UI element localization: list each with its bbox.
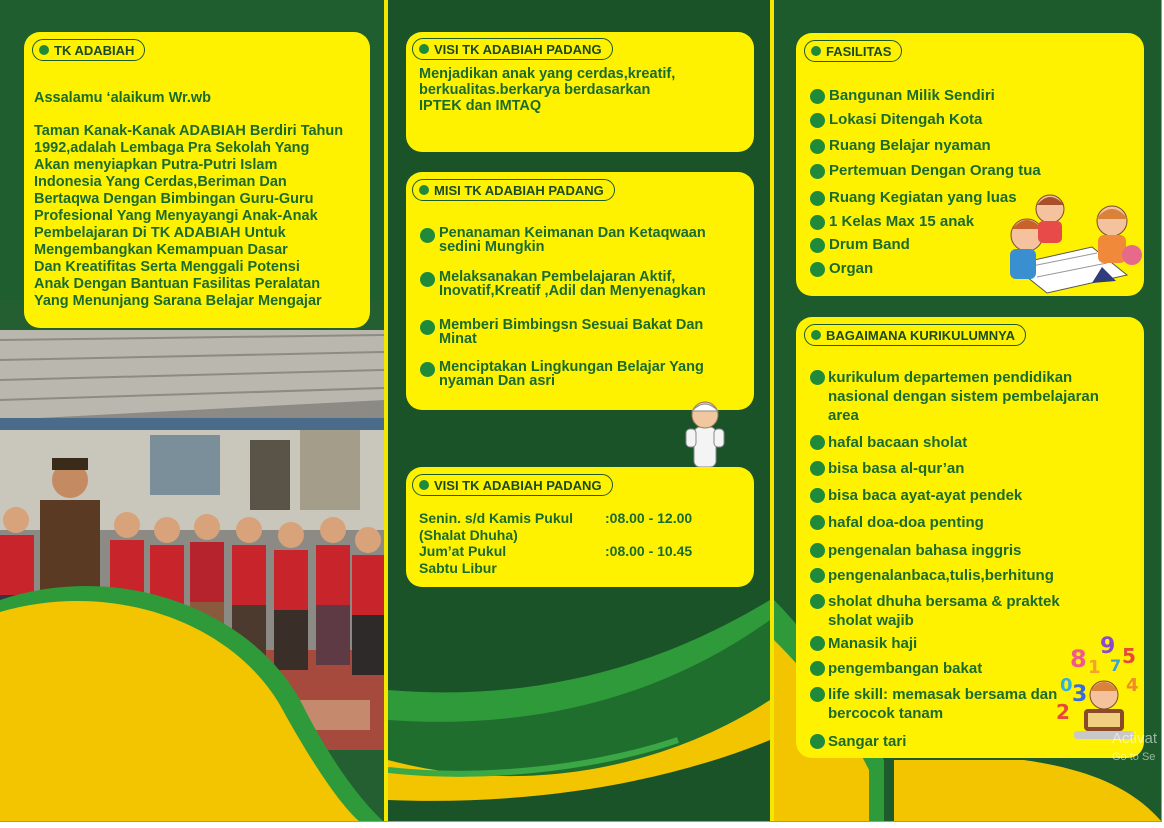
- misi-item-text: Melaksanakan Pembelajaran Aktif, Inovatif,Kreatif ,Adil dan Menyenagkan: [439, 269, 706, 299]
- about-title-badge: [32, 39, 145, 61]
- bullet-dot-icon: [810, 594, 825, 609]
- bullet-dot-icon: [420, 272, 435, 287]
- about-greeting: Assalamu ‘alaikum Wr.wb: [34, 90, 212, 106]
- about-line: Bertaqwa Dengan Bimbingan Guru-Guru: [34, 191, 314, 207]
- fasilitas-item-text: Pertemuan Dengan Orang tua: [829, 162, 1041, 179]
- panel-left: [0, 0, 384, 822]
- misi-item: [420, 270, 750, 298]
- fasilitas-item-text: 1 Kelas Max 15 anak: [829, 213, 975, 230]
- about-line: Indonesia Yang Cerdas,Beriman Dan: [34, 174, 287, 190]
- children-reading-illustration: [992, 185, 1142, 295]
- number-glyph: 4: [1126, 675, 1139, 696]
- kurikulum-item: [810, 513, 1142, 532]
- schedule-label: Senin. s/d Kamis Pukul: [419, 510, 574, 526]
- number-glyph: 0: [1060, 675, 1073, 696]
- fasilitas-item: [810, 162, 1041, 179]
- schedule-title: VISI TK ADABIAH PADANG: [434, 477, 602, 493]
- watermark-line: Go to Se: [1112, 751, 1156, 763]
- fasilitas-item-text: Ruang Kegiatan yang luas: [829, 189, 1017, 206]
- bullet-dot-icon: [419, 480, 429, 490]
- about-line: Dan Kreatifitas Serta Menggali Potensi: [34, 259, 300, 275]
- kurikulum-item-text: pengembangan bakat: [828, 660, 983, 677]
- fasilitas-title: FASILITAS: [826, 43, 892, 59]
- schedule-label: Sabtu Libur: [419, 560, 497, 576]
- fasilitas-item: [810, 111, 982, 128]
- bullet-dot-icon: [810, 89, 825, 104]
- panel-middle: [388, 0, 770, 822]
- about-line: 1992,adalah Lembaga Pra Sekolah Yang: [34, 140, 310, 156]
- bullet-dot-icon: [419, 44, 429, 54]
- fasilitas-item-text: Ruang Belajar nyaman: [829, 137, 991, 154]
- bullet-dot-icon: [810, 568, 825, 583]
- bullet-dot-icon: [810, 370, 825, 385]
- about-line: Akan menyiapkan Putra-Putri Islam: [34, 157, 278, 173]
- bullet-dot-icon: [810, 262, 825, 277]
- bullet-dot-icon: [810, 164, 825, 179]
- bullet-dot-icon: [810, 435, 825, 450]
- fasilitas-item-text: Drum Band: [829, 236, 910, 253]
- schedule-label: Jum’at Pukul: [419, 543, 507, 559]
- bullet-dot-icon: [810, 139, 825, 154]
- bullet-dot-icon: [810, 461, 825, 476]
- number-glyph: 3: [1072, 682, 1088, 707]
- fold-line: [384, 0, 388, 822]
- number-glyph: 8: [1070, 645, 1087, 673]
- about-card: [24, 32, 370, 328]
- bullet-dot-icon: [420, 320, 435, 335]
- schedule-value: :08.00 - 10.45: [605, 543, 693, 559]
- misi-item-text: Penanaman Keimanan Dan Ketaqwaan sedini Mungkin: [439, 225, 706, 255]
- schedule-row: [419, 510, 692, 526]
- about-line: Mengembangkan Kemampuan Dasar: [34, 242, 288, 258]
- bullet-dot-icon: [810, 215, 825, 230]
- misi-title-badge: [412, 179, 615, 201]
- kurikulum-item-text: Manasik haji: [828, 635, 918, 652]
- kurikulum-item: [810, 459, 1142, 478]
- child-numbers-illustration: [1054, 633, 1144, 743]
- fasilitas-item: [810, 260, 873, 277]
- fasilitas-card: [796, 33, 1144, 296]
- about-line: Yang Menunjang Sarana Belajar Mengajar: [34, 293, 322, 309]
- schedule-card: [406, 467, 754, 587]
- about-line: Profesional Yang Menyayangi Anak-Anak: [34, 208, 318, 224]
- visi-text: [419, 66, 675, 114]
- visi-line: berkualitas.berkarya berdasarkan: [419, 82, 651, 98]
- kurikulum-item-text: hafal bacaan sholat: [828, 434, 968, 451]
- kurikulum-item: [810, 566, 1142, 585]
- fasilitas-item: [810, 189, 1017, 206]
- misi-card: [406, 172, 754, 410]
- bullet-dot-icon: [811, 330, 821, 340]
- kurikulum-item: [810, 486, 1142, 505]
- kurikulum-item-text: pengenalan bahasa inggris: [828, 542, 1022, 559]
- number-glyph: 5: [1122, 644, 1136, 668]
- schedule-label: (Shalat Dhuha): [419, 527, 518, 543]
- fasilitas-title-badge: [804, 40, 902, 62]
- schedule-value: :08.00 - 12.00: [605, 510, 693, 526]
- about-body: [34, 123, 366, 310]
- about-title: TK ADABIAH: [54, 42, 135, 58]
- kurikulum-item: [810, 541, 1142, 560]
- fasilitas-item-text: Bangunan Milik Sendiri: [829, 87, 995, 104]
- schedule-row: [419, 543, 692, 559]
- bullet-dot-icon: [810, 488, 825, 503]
- bullet-dot-icon: [810, 734, 825, 749]
- fasilitas-item: [810, 137, 991, 154]
- kurikulum-item-text: pengenalanbaca,tulis,berhitung: [828, 567, 1054, 584]
- number-glyph: 7: [1110, 656, 1122, 675]
- visi-line: Menjadikan anak yang cerdas,kreatif,: [419, 66, 676, 82]
- bullet-dot-icon: [811, 46, 821, 56]
- kurikulum-item-text: life skill: memasak bersama dan bercocok tanam: [828, 686, 1058, 722]
- kurikulum-item-text: bisa baca ayat-ayat pendek: [828, 487, 1023, 504]
- kurikulum-item: [810, 433, 1142, 452]
- misi-item: [420, 360, 750, 388]
- visi-title: VISI TK ADABIAH PADANG: [434, 41, 602, 57]
- bullet-dot-icon: [810, 661, 825, 676]
- kurikulum-title: BAGAIMANA KURIKULUMNYA: [826, 327, 1015, 343]
- bullet-dot-icon: [810, 113, 825, 128]
- misi-item-text: Menciptakan Lingkungan Belajar Yang nyaman Dan asri: [439, 359, 704, 389]
- misi-title: MISI TK ADABIAH PADANG: [434, 182, 604, 198]
- fasilitas-item: [810, 236, 910, 253]
- bullet-dot-icon: [810, 238, 825, 253]
- watermark-line: Activat: [1112, 730, 1158, 747]
- bullet-dot-icon: [810, 191, 825, 206]
- bullet-dot-icon: [420, 228, 435, 243]
- bullet-dot-icon: [420, 362, 435, 377]
- panel-right: [774, 0, 1162, 822]
- fold-line: [770, 0, 774, 822]
- kurikulum-item-text: sholat dhuha bersama & praktek sholat wajib: [828, 593, 1060, 629]
- visi-title-badge: [412, 38, 613, 60]
- kurikulum-item-text: Sangar tari: [828, 733, 907, 750]
- bullet-dot-icon: [810, 515, 825, 530]
- schedule-title-badge: [412, 474, 613, 496]
- kurikulum-item: [810, 368, 1142, 425]
- number-glyph: 1: [1088, 657, 1101, 678]
- fasilitas-item: [810, 213, 974, 230]
- fasilitas-item-text: Lokasi Ditengah Kota: [829, 111, 983, 128]
- schedule-row: [419, 560, 605, 576]
- misi-item-text: Memberi Bimbingsn Sesuai Bakat Dan Minat: [439, 317, 704, 347]
- about-line: Pembelajaran Di TK ADABIAH Untuk: [34, 225, 286, 241]
- bullet-dot-icon: [810, 636, 825, 651]
- activation-watermark: [1112, 730, 1157, 766]
- number-glyph: 2: [1056, 700, 1070, 724]
- kurikulum-title-badge: [804, 324, 1026, 346]
- about-line: Anak Dengan Bantuan Fasilitas Peralatan: [34, 276, 321, 292]
- fasilitas-item-text: Organ: [829, 260, 874, 277]
- bullet-dot-icon: [39, 45, 49, 55]
- misi-item: [420, 318, 750, 346]
- visi-line: IPTEK dan IMTAQ: [419, 98, 542, 114]
- about-line: Taman Kanak-Kanak ADABIAH Berdiri Tahun: [34, 123, 344, 139]
- bullet-dot-icon: [810, 687, 825, 702]
- fasilitas-item: [810, 87, 995, 104]
- kurikulum-item: [810, 592, 1142, 630]
- kurikulum-card: [796, 317, 1144, 758]
- bullet-dot-icon: [810, 543, 825, 558]
- kurikulum-item-text: bisa basa al-qur’an: [828, 460, 965, 477]
- schedule-row: [419, 527, 605, 543]
- bullet-dot-icon: [419, 185, 429, 195]
- number-glyph: 9: [1100, 634, 1116, 659]
- kurikulum-item-text: kurikulum departemen pendidikan nasional dengan sistem pembelajaran area: [828, 369, 1099, 424]
- visi-card: [406, 32, 754, 152]
- kurikulum-item-text: hafal doa-doa penting: [828, 514, 984, 531]
- misi-item: [420, 226, 750, 254]
